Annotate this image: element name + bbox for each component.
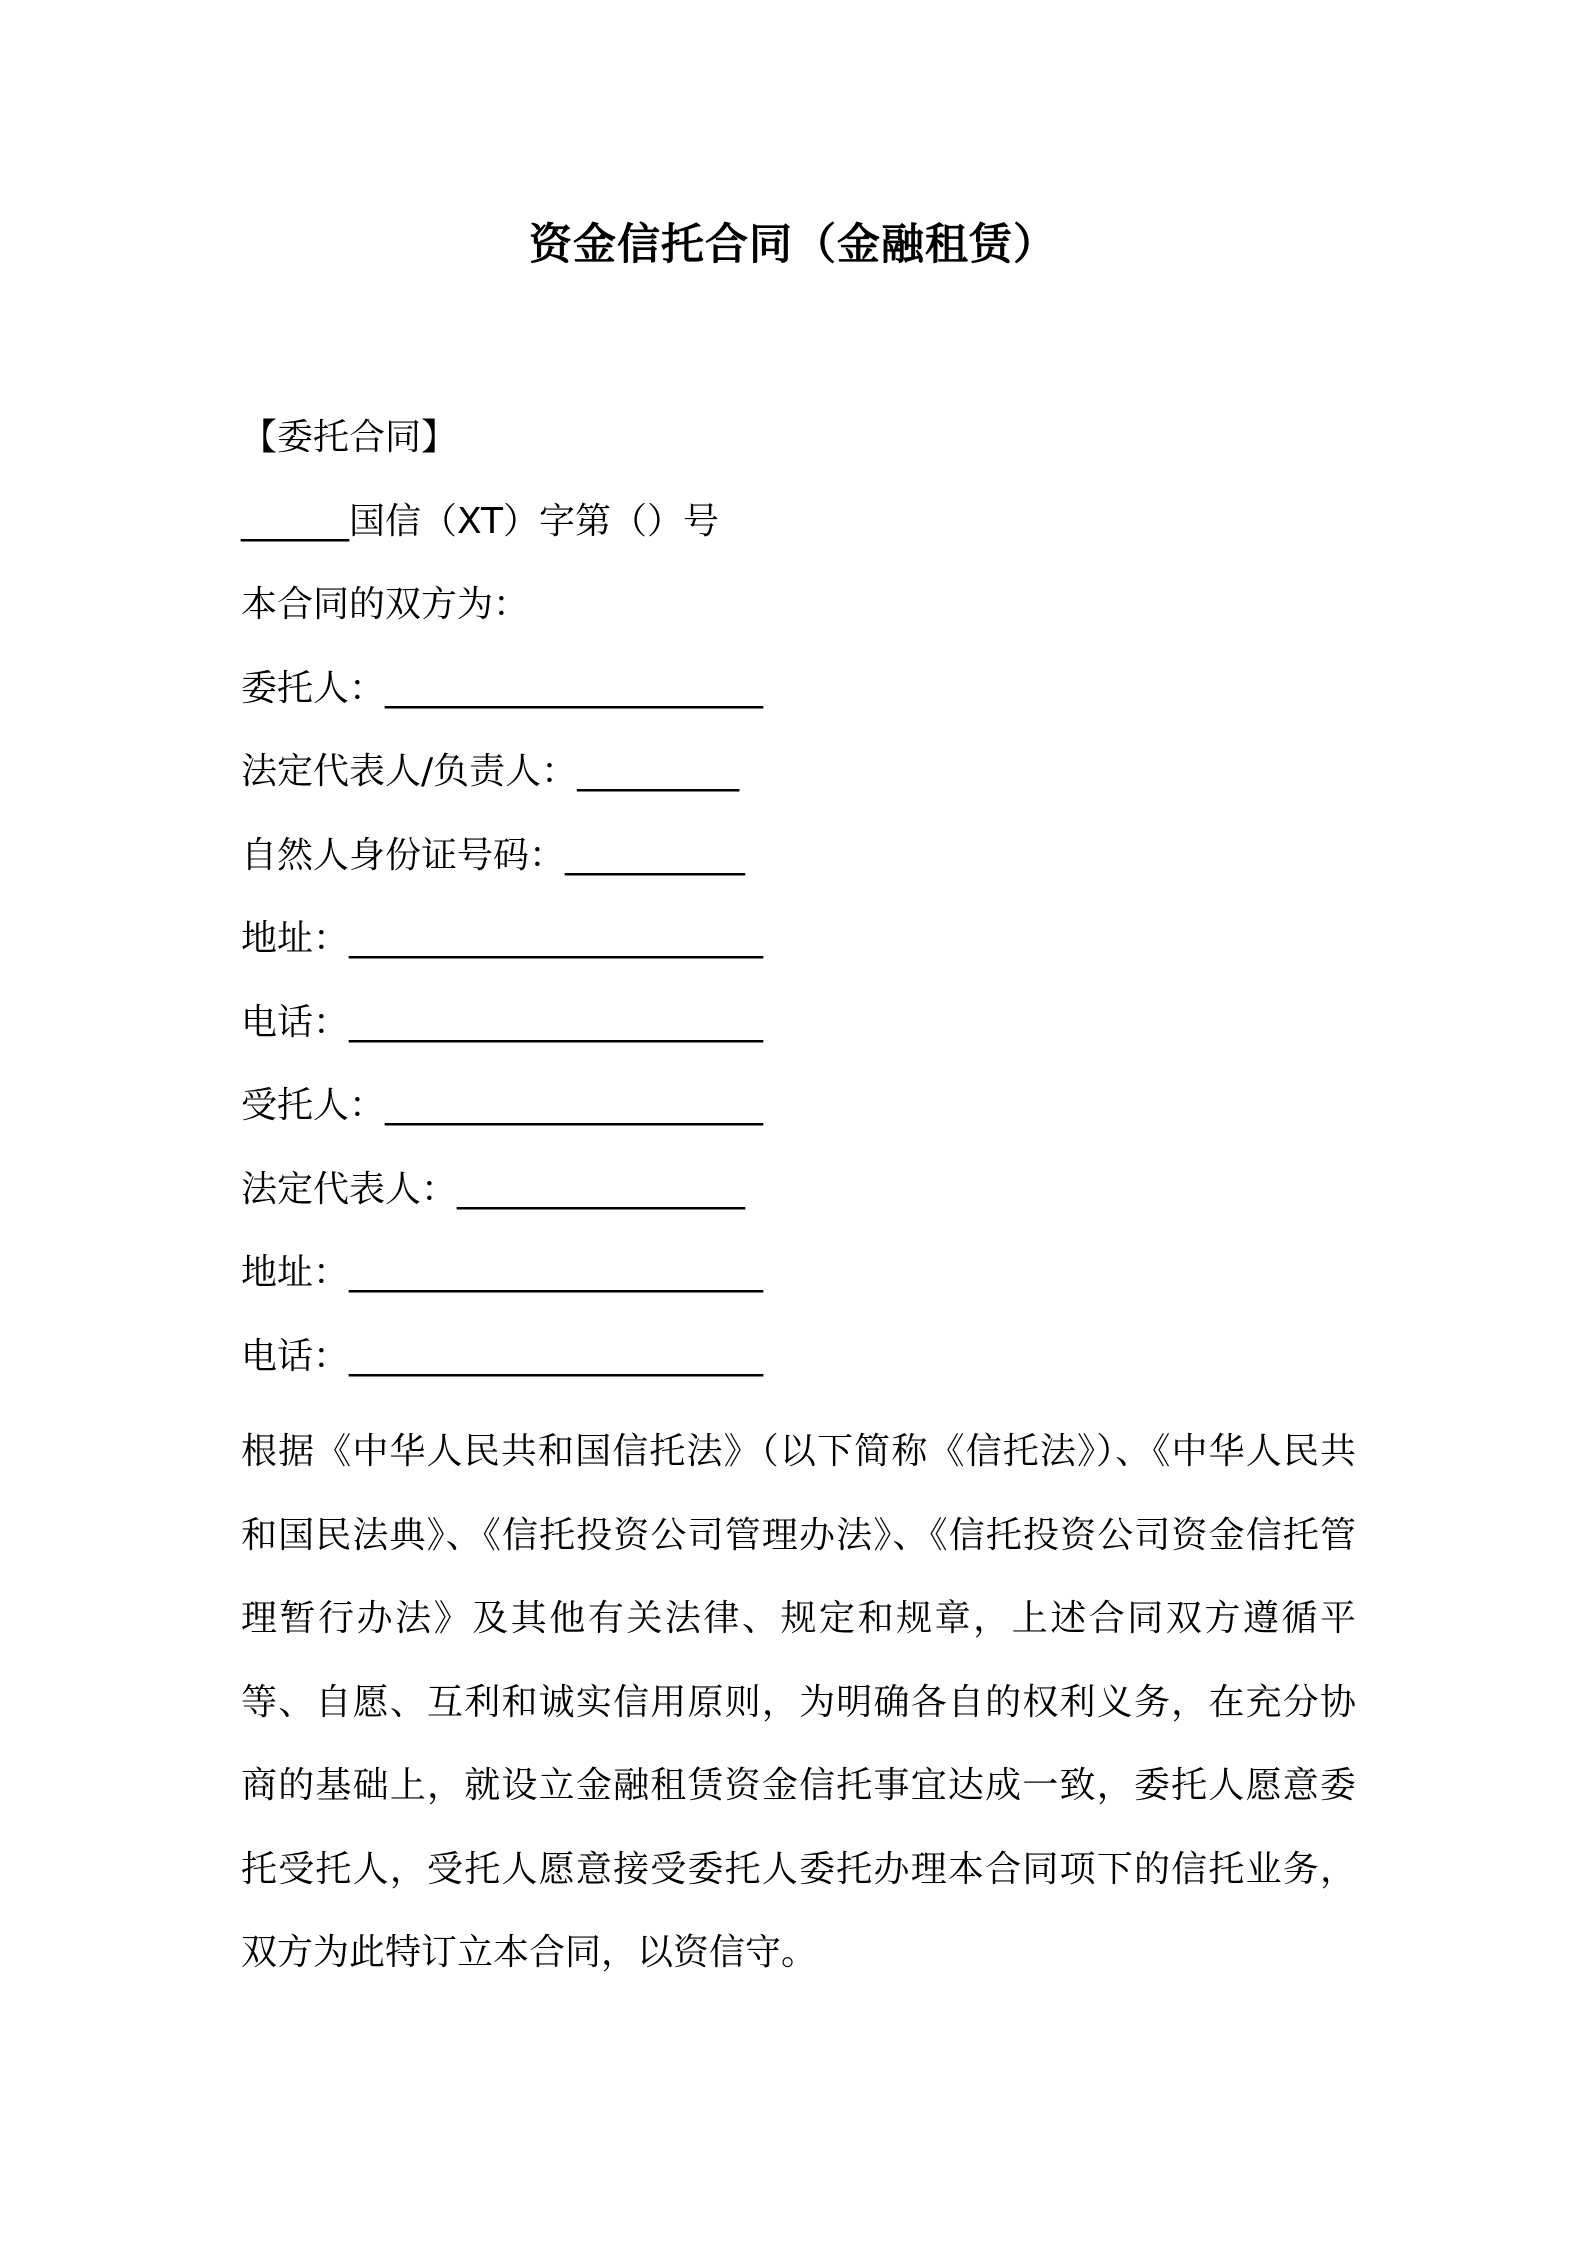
principal-phone-field: 电话：_______________________ [241,1002,764,1043]
principal-field: 委托人：_____________________ [241,668,764,709]
trustee-field: 受托人：_____________________ [241,1085,764,1126]
trustee-address-field: 地址：_______________________ [241,1252,764,1293]
principal-id-number-field: 自然人身份证号码：__________ [241,835,746,876]
contract-number-line: ______国信（XT）字第（）号 [241,501,720,542]
trustee-legal-rep-field: 法定代表人：________________ [241,1169,746,1210]
trustee-phone-field: 电话：_______________________ [241,1336,764,1377]
section-heading: 【委托合同】 [241,417,458,458]
document-title: 资金信托合同（金融租赁） [529,220,1057,270]
principal-legal-rep-field: 法定代表人/负责人：_________ [241,751,740,792]
parties-intro: 本合同的双方为： [241,584,530,625]
principal-address-field: 地址：_______________________ [241,918,764,959]
preamble-paragraph: 根据《中华人民共和国信托法》（以下简称《信托法》）、《中华人民共和国民法典》、《信托投资公司管理办法》、《信托投资公司资金信托管理暂行办法》及其他有关法律、规定和规章，上述合同双方遵循平等、自愿、互利和诚实信用原则，为明确各自的权利义务，在充分协商的基础上，就设立金融租赁资金信托事宜达成一致，委托人愿意委托受托人，受托人愿意接受委托人委托办理本合同项下的信托业务，双方为此特订立本合同，以资信守。 [241,1431,1356,1973]
